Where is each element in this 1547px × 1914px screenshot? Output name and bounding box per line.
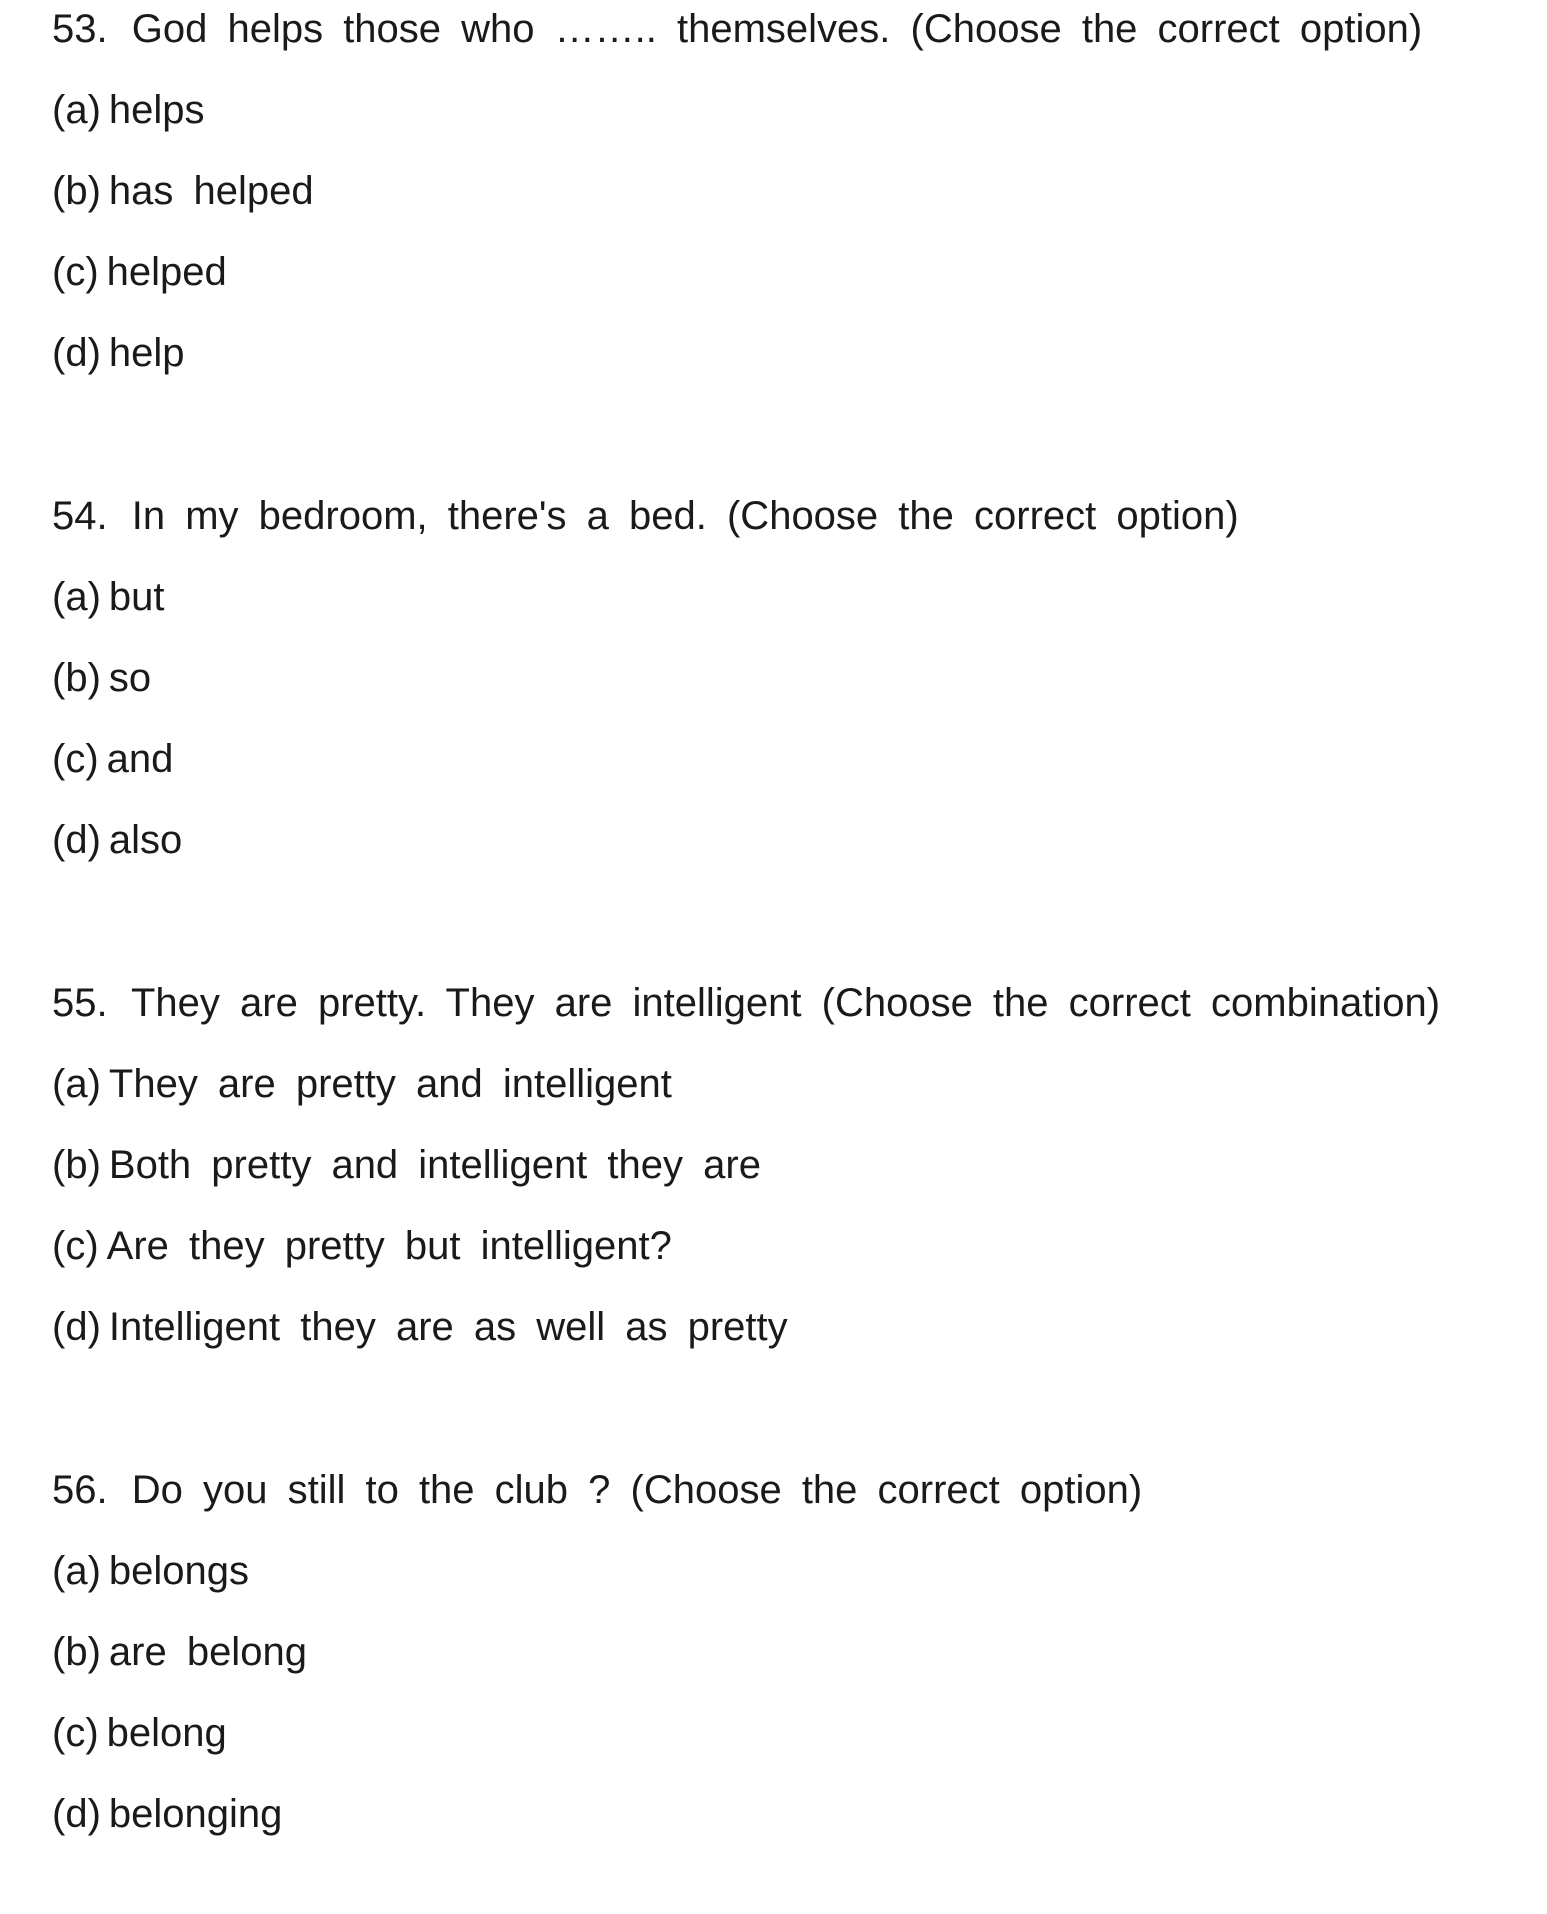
question-53	[52, 0, 1512, 405]
option-label: (c)	[52, 737, 99, 781]
question-text: They are pretty. They are intelligent (Choose the correct combination)	[131, 981, 1441, 1025]
option-text: Are they pretty but intelligent?	[106, 1224, 672, 1268]
option-text: belong	[106, 1711, 227, 1755]
question-text-line	[52, 0, 1512, 81]
option-text: Both pretty and intelligent they are	[108, 1143, 761, 1187]
option-label: (b)	[52, 1630, 101, 1674]
option-text: helped	[106, 250, 227, 294]
option-c[interactable]	[52, 243, 1512, 324]
option-label: (d)	[52, 818, 101, 862]
option-c[interactable]	[52, 1217, 1512, 1298]
option-text: are belong	[108, 1630, 307, 1674]
option-text: Intelligent they are as well as pretty	[108, 1305, 788, 1349]
option-label: (a)	[52, 1062, 101, 1106]
option-label: (a)	[52, 575, 101, 619]
option-text: help	[108, 331, 185, 375]
option-text: helps	[108, 88, 205, 132]
question-56	[52, 1461, 1512, 1866]
option-label: (b)	[52, 169, 101, 213]
option-text: but	[108, 575, 165, 619]
option-c[interactable]	[52, 730, 1512, 811]
question-55	[52, 974, 1512, 1379]
question-text: In my bedroom, there's a bed. (Choose the correct option)	[131, 494, 1239, 538]
option-label: (c)	[52, 1224, 99, 1268]
option-label: (d)	[52, 1305, 101, 1349]
option-a[interactable]	[52, 1055, 1512, 1136]
option-text: belongs	[108, 1549, 250, 1593]
question-number: 56.	[52, 1468, 108, 1512]
option-c[interactable]	[52, 1704, 1512, 1785]
question-text-line	[52, 487, 1512, 568]
option-d[interactable]	[52, 1785, 1512, 1866]
option-d[interactable]	[52, 811, 1512, 892]
option-text: belonging	[108, 1792, 283, 1836]
option-text: has helped	[108, 169, 314, 213]
option-label: (a)	[52, 88, 101, 132]
option-b[interactable]	[52, 1623, 1512, 1704]
question-text: God helps those who …….. themselves. (Choose the correct option)	[131, 7, 1423, 51]
option-text: They are pretty and intelligent	[108, 1062, 672, 1106]
option-label: (a)	[52, 1549, 101, 1593]
option-text: also	[108, 818, 183, 862]
question-text-line	[52, 1461, 1512, 1542]
option-b[interactable]	[52, 1136, 1512, 1217]
option-a[interactable]	[52, 568, 1512, 649]
question-text: Do you still to the club ? (Choose the correct option)	[131, 1468, 1143, 1512]
option-a[interactable]	[52, 81, 1512, 162]
option-label: (c)	[52, 250, 99, 294]
option-a[interactable]	[52, 1542, 1512, 1623]
question-54	[52, 487, 1512, 892]
option-b[interactable]	[52, 162, 1512, 243]
option-label: (c)	[52, 1711, 99, 1755]
option-d[interactable]	[52, 1298, 1512, 1379]
question-number: 53.	[52, 7, 108, 51]
option-b[interactable]	[52, 649, 1512, 730]
option-label: (d)	[52, 331, 101, 375]
option-label: (b)	[52, 1143, 101, 1187]
question-text-line	[52, 974, 1512, 1055]
question-number: 55.	[52, 981, 108, 1025]
option-d[interactable]	[52, 324, 1512, 405]
option-label: (d)	[52, 1792, 101, 1836]
option-text: and	[106, 737, 174, 781]
option-text: so	[108, 656, 152, 700]
option-label: (b)	[52, 656, 101, 700]
question-number: 54.	[52, 494, 108, 538]
